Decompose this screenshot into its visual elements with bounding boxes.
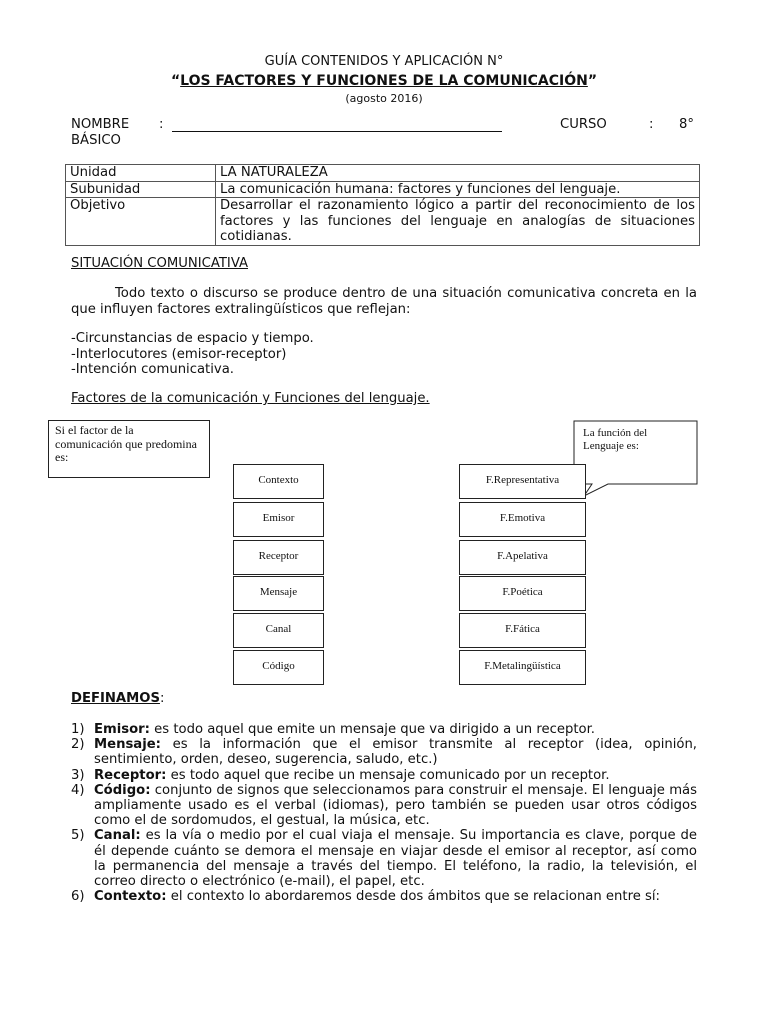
- item-number: 1): [71, 722, 85, 737]
- table-value: LA NATURALEZA: [216, 165, 700, 182]
- item-number: 3): [71, 767, 85, 783]
- course-value-cont: BÁSICO: [71, 133, 121, 148]
- name-label: NOMBRE: [71, 117, 130, 132]
- table-key: Subunidad: [66, 181, 216, 198]
- left-callout: Si el factor de la comunicación que predomina es:: [48, 420, 210, 478]
- list-item: [71, 737, 697, 767]
- list-item: [71, 828, 697, 889]
- list-item: [71, 783, 697, 829]
- guide-main-title-text: LOS FACTORES Y FUNCIONES DE LA COMUNICACIÓN: [180, 73, 588, 89]
- situation-title: SITUACIÓN COMUNICATIVA: [71, 256, 249, 271]
- factor-box-receptor: Receptor: [233, 540, 324, 575]
- guide-main-title: [0, 73, 768, 89]
- table-value: La comunicación humana: factores y funciones del lenguaje.: [216, 181, 700, 198]
- definitions-title-text: DEFINAMOS: [71, 691, 160, 706]
- item-term: Receptor:: [94, 767, 167, 783]
- table-row: [66, 165, 700, 182]
- info-table: [65, 164, 700, 246]
- list-item: [71, 889, 697, 904]
- list-item: [71, 768, 697, 783]
- diagram-title: Factores de la comunicación y Funciones del lenguaje.: [71, 391, 430, 406]
- list-item: -Circunstancias de espacio y tiempo.: [71, 331, 314, 346]
- factor-box-canal: Canal: [233, 613, 324, 648]
- table-row: [66, 198, 700, 246]
- list-item: -Intención comunicativa.: [71, 362, 234, 377]
- item-text: el contexto lo abordaremos desde dos ámbitos que se relacionan entre sí:: [166, 889, 660, 905]
- quote-open: “: [170, 73, 181, 89]
- item-term: Mensaje:: [94, 737, 161, 753]
- item-term: Canal:: [94, 828, 141, 844]
- item-text: es la información que el emisor transmite al receptor (idea, opinión, sentimiento, orden, deseo, sugerencia, saludo, etc.): [94, 737, 697, 768]
- function-box-emotiva: F.Emotiva: [459, 502, 586, 537]
- list-item: [71, 722, 697, 737]
- table-row: [66, 181, 700, 198]
- item-text: es todo aquel que emite un mensaje que va dirigido a un receptor.: [149, 722, 595, 737]
- right-callout: La función del Lenguaje es:: [583, 427, 648, 452]
- situation-list: [71, 331, 314, 378]
- quote-close: ”: [587, 73, 598, 89]
- definitions-title: [71, 691, 164, 706]
- definitions-title-colon: :: [159, 691, 165, 706]
- item-number: 4): [71, 782, 85, 798]
- name-colon: :: [159, 117, 164, 132]
- item-term: Contexto:: [94, 889, 167, 905]
- item-number: 2): [71, 737, 85, 753]
- list-item: -Interlocutores (emisor-receptor): [71, 346, 287, 362]
- course-value: 8°: [679, 117, 694, 132]
- situation-paragraph-text: Todo texto o discurso se produce dentro de una situación comunicativa concreta en la que influyen factores extralingüísticos que reflejan:: [71, 286, 697, 317]
- guide-title: GUÍA CONTENIDOS Y APLICACIÓN N°: [264, 54, 504, 69]
- definitions-list: [71, 722, 697, 904]
- factor-box-emisor: Emisor: [233, 502, 324, 537]
- course-colon: :: [649, 117, 654, 132]
- factor-box-contexto: Contexto: [233, 464, 324, 499]
- factor-box-codigo: Código: [233, 650, 324, 685]
- function-box-apelativa: F.Apelativa: [459, 540, 586, 575]
- item-term: Emisor:: [94, 722, 150, 737]
- item-text: es todo aquel que recibe un mensaje comunicado por un receptor.: [166, 767, 610, 783]
- item-text: es la vía o medio por el cual viaja el mensaje. Su importancia es clave, porque de él depende cuánto se demora el mensaje en viajar desde el emisor al receptor, así como la permanencia del mensaje a través del tiempo. El teléfono, la radio, la televisión, el correo directo o electrónico (e-mail), el papel, etc.: [94, 828, 697, 890]
- function-box-fatica: F.Fática: [459, 613, 586, 648]
- table-key: Unidad: [66, 165, 216, 182]
- factor-box-mensaje: Mensaje: [233, 576, 324, 611]
- guide-date: (agosto 2016): [345, 92, 423, 105]
- function-box-poetica: F.Poética: [459, 576, 586, 611]
- item-number: 5): [71, 828, 85, 844]
- course-label: CURSO: [560, 117, 607, 132]
- table-key: Objetivo: [66, 198, 216, 246]
- situation-paragraph: [71, 286, 697, 318]
- item-text: conjunto de signos que seleccionamos para construir el mensaje. El lenguaje más ampliamente usado es el verbal (idiomas), pero también se pueden usar otros códigos como el de sordomudos, el gestual, la música, etc.: [94, 782, 697, 829]
- function-box-metalinguistica: F.Metalingüística: [459, 650, 586, 685]
- name-field[interactable]: [172, 131, 502, 132]
- item-number: 6): [71, 889, 85, 905]
- item-term: Código:: [94, 782, 151, 798]
- function-box-representativa: F.Representativa: [459, 464, 586, 499]
- table-value: Desarrollar el razonamiento lógico a partir del reconocimiento de los factores y las funciones del lenguaje en analogías de situaciones cotidianas.: [216, 198, 700, 246]
